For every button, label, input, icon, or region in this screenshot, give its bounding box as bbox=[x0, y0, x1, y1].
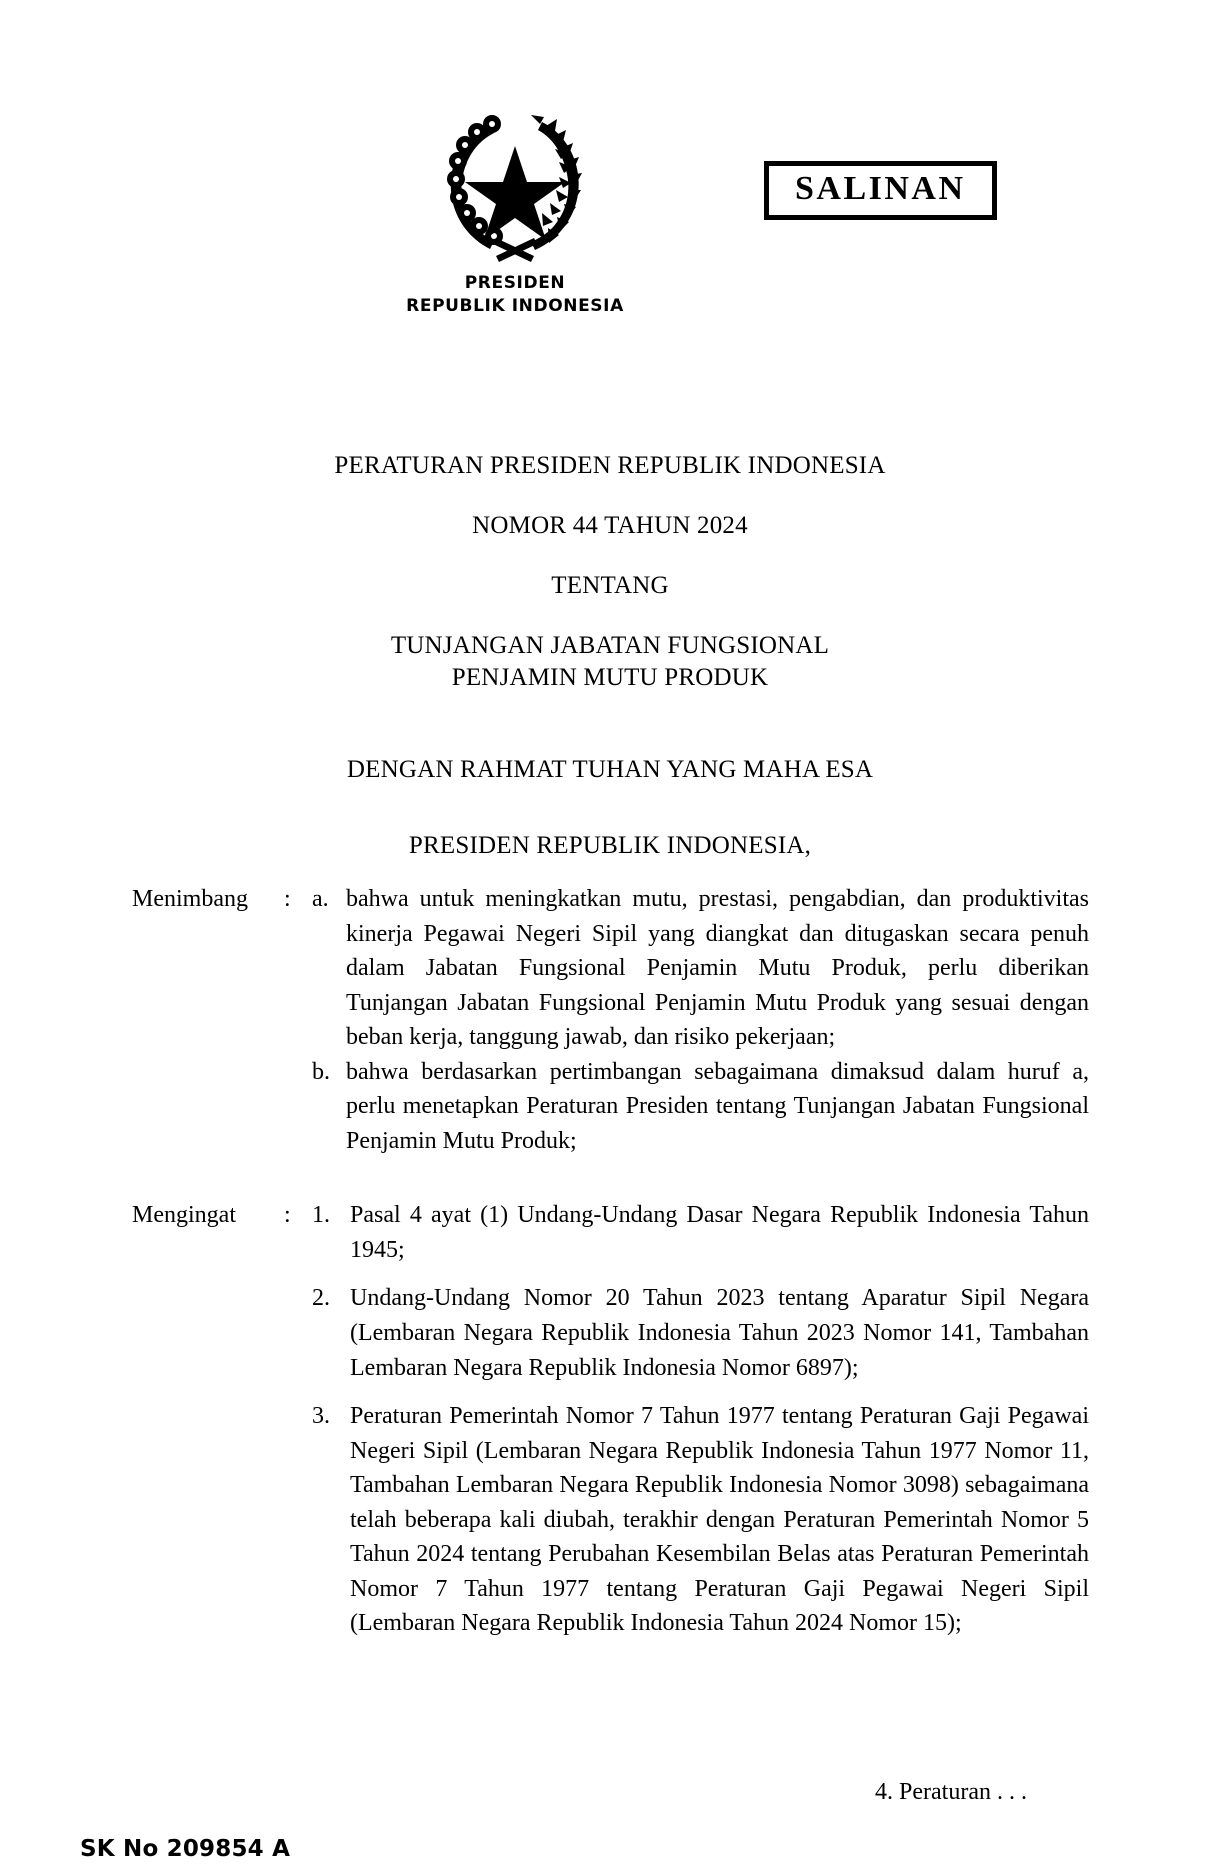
mengingat-section bbox=[0, 1198, 1219, 1641]
mengingat-item-2-text: Undang-Undang Nomor 20 Tahun 2023 tentang Aparatur Sipil Negara (Lembaran Negara Republik Indonesia Tahun 2023 Nomor 141, Tambahan Lembaran Negara Republik Indonesia Nomor 6897); bbox=[350, 1285, 1089, 1381]
menimbang-item-a-marker: a. bbox=[312, 886, 329, 912]
garuda-star-wreath-emblem-icon bbox=[430, 104, 600, 269]
mengingat-item-1-text: Pasal 4 ayat (1) Undang-Undang Dasar Negara Republik Indonesia Tahun 1945; bbox=[350, 1202, 1089, 1263]
page-catchword: 4. Peraturan . . . bbox=[875, 1779, 1027, 1805]
salinan-stamp-label: SALINAN bbox=[795, 170, 966, 207]
menimbang-item-b-text: bahwa berdasarkan pertimbangan sebagaimana dimaksud dalam huruf a, perlu menetapkan Peraturan Presiden tentang Tunjangan Jabatan Fungsional Penjamin Mutu Produk; bbox=[346, 1058, 1089, 1154]
mengingat-item-1 bbox=[312, 1198, 1089, 1267]
mengingat-item-1-marker: 1. bbox=[312, 1202, 330, 1229]
mengingat-item-3 bbox=[312, 1399, 1089, 1641]
emblem-caption-line-2: REPUBLIK INDONESIA bbox=[406, 296, 624, 317]
subject-line-2: PENJAMIN MUTU PRODUK bbox=[451, 664, 769, 691]
subject-line-1: TUNJANGAN JABATAN FUNGSIONAL bbox=[390, 632, 830, 659]
regulation-type-line: PERATURAN PRESIDEN REPUBLIK INDONESIA bbox=[334, 452, 886, 479]
document-body bbox=[0, 882, 1219, 1641]
salinan-stamp bbox=[764, 161, 997, 220]
menimbang-section bbox=[0, 882, 1219, 1158]
mengingat-item-2-marker: 2. bbox=[312, 1285, 330, 1312]
tentang-line: TENTANG bbox=[551, 572, 669, 599]
mengingat-label: Mengingat bbox=[132, 1202, 236, 1229]
masthead bbox=[0, 104, 1219, 344]
menimbang-colon: : bbox=[284, 886, 291, 912]
menimbang-label: Menimbang bbox=[132, 886, 248, 912]
emblem-caption bbox=[330, 272, 700, 319]
invocation-line: DENGAN RAHMAT TUHAN YANG MAHA ESA bbox=[346, 756, 874, 783]
mengingat-item-3-marker: 3. bbox=[312, 1403, 330, 1430]
mengingat-colon: : bbox=[284, 1202, 291, 1229]
menimbang-item-b-marker: b. bbox=[312, 1058, 330, 1085]
mengingat-items bbox=[312, 1198, 1089, 1641]
emblem-caption-line-1: PRESIDEN bbox=[464, 273, 566, 293]
regulation-number-line: NOMOR 44 TAHUN 2024 bbox=[472, 512, 748, 539]
mengingat-item-3-text: Peraturan Pemerintah Nomor 7 Tahun 1977 tentang Peraturan Gaji Pegawai Negeri Sipil (Lembaran Negara Republik Indonesia Tahun 1977 Nomor 11, Tambahan Lembaran Negara Republik Indonesia Nomor 3098) sebagaimana telah beberapa kali diubah, terakhir dengan Peraturan Pemerintah Nomor 5 Tahun 2024 tentang Perubahan Kesembilan Belas atas Peraturan Pemerintah Nomor 7 Tahun 1977 tentang Peraturan Gaji Pegawai Negeri Sipil (Lembaran Negara Republik Indonesia Tahun 2024 Nomor 15); bbox=[350, 1403, 1089, 1637]
document-title-block bbox=[160, 450, 1060, 862]
menimbang-item-a bbox=[312, 882, 1089, 1055]
sk-number-mark: SK No 209854 A bbox=[80, 1836, 291, 1862]
menimbang-item-a-text: bahwa untuk meningkatkan mutu, prestasi, pengabdian, dan produktivitas kinerja Pegawai Negeri Sipil yang diangkat dan ditugaskan secara penuh dalam Jabatan Fungsional Penjamin Mutu Produk, perlu diberikan Tunjangan Jabatan Fungsional Penjamin Mutu Produk yang sesuai dengan beban kerja, tanggung jawab, dan risiko pekerjaan; bbox=[346, 886, 1089, 1051]
menimbang-items bbox=[312, 882, 1089, 1158]
mengingat-item-2 bbox=[312, 1281, 1089, 1385]
menimbang-item-b bbox=[312, 1055, 1089, 1159]
issuer-line: PRESIDEN REPUBLIK INDONESIA, bbox=[408, 832, 812, 859]
